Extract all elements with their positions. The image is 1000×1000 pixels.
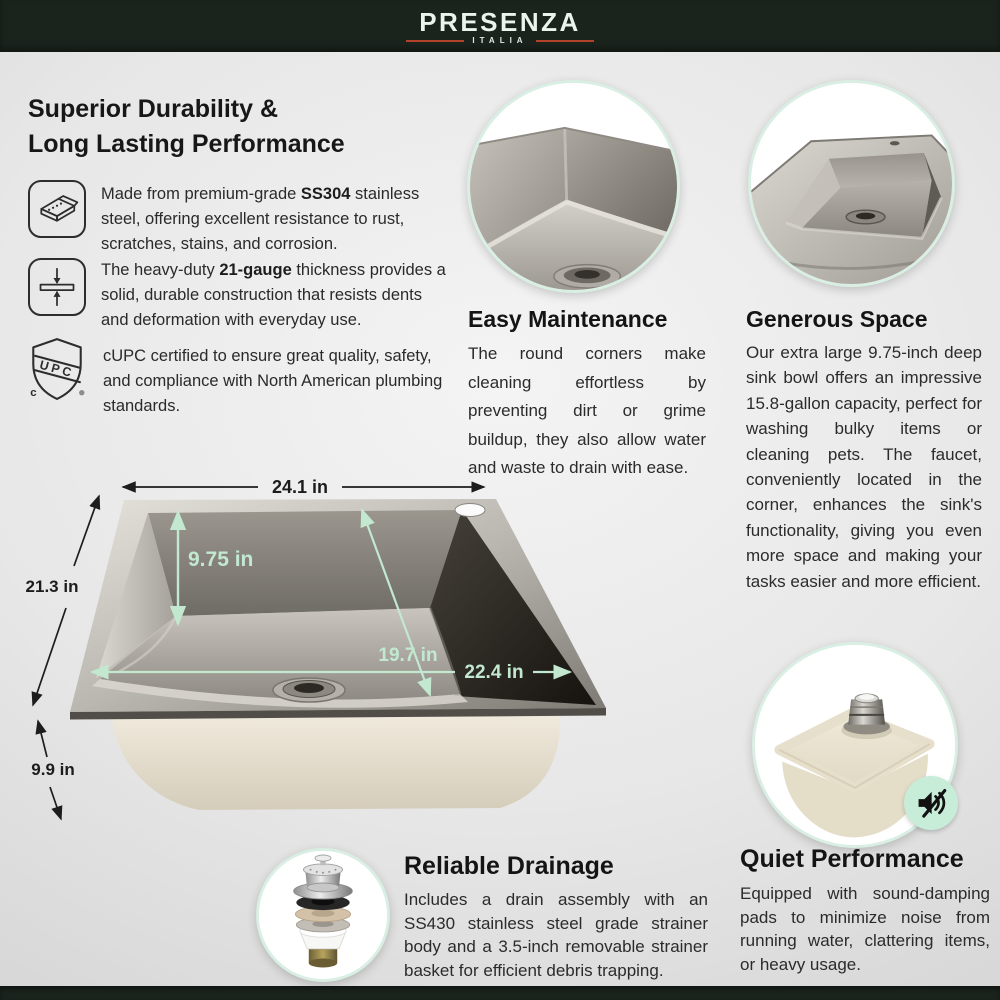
sink-bowl-photo xyxy=(748,80,955,287)
brand-name: PRESENZA xyxy=(419,7,581,37)
cupc-prefix: c xyxy=(30,386,37,399)
durability-title-line1: Superior Durability & xyxy=(28,95,279,123)
easy-maintenance-title: Easy Maintenance xyxy=(468,306,668,332)
reliable-drainage-body: Includes a drain assembly with an SS430 stainless steel grade strainer body and a 3.5-inch removable strainer basket for efficient debris trapping. xyxy=(404,890,708,980)
dim-outer-depth-label: 21.3 in xyxy=(25,577,79,596)
sink-dimension-diagram xyxy=(0,458,650,838)
registered-mark-dot xyxy=(79,390,84,395)
muted-speaker-icon xyxy=(904,776,958,830)
cupc-shield-icon xyxy=(26,336,88,402)
steel-sheet-icon xyxy=(28,180,86,238)
feature-cupc-text xyxy=(103,344,448,419)
feature-gauge-rest: thickness provides a solid, durable construction that resists dents and deformation with everyday use. xyxy=(101,261,446,329)
sink-corner-photo xyxy=(467,80,680,293)
brand-subline xyxy=(406,36,593,45)
easy-maintenance-body: The round corners make cleaning effortless by preventing dirt or grime buildup, they also allow water and waste to drain with ease. xyxy=(468,344,706,477)
gauge-thickness-icon xyxy=(28,258,86,316)
brand-logo xyxy=(406,9,593,45)
feature-material-lead: Made from premium-grade xyxy=(101,185,301,203)
feature-material-rest: stainless steel, offering excellent resistance to rust, scratches, stains, and corrosion. xyxy=(101,185,420,253)
dim-apron-height-label: 9.9 in xyxy=(31,760,75,779)
feature-cupc-lead: cUPC certified to ensure great quality, safety, and compliance with North American plumbing standards. xyxy=(103,347,443,415)
feature-gauge-lead: The heavy-duty xyxy=(101,261,220,279)
reliable-drainage-title: Reliable Drainage xyxy=(404,852,614,880)
footer-bar xyxy=(0,986,1000,1000)
feature-material-bold: SS304 xyxy=(300,185,351,203)
generous-space-title: Generous Space xyxy=(746,306,928,332)
cupc-band-label: UPC xyxy=(38,357,76,381)
dim-bowl-width-label: 22.4 in xyxy=(464,662,524,683)
dim-top-width-label: 24.1 in xyxy=(271,477,329,497)
brand-rule-left xyxy=(406,40,464,42)
feature-material-text xyxy=(101,182,446,257)
feature-gauge xyxy=(28,258,446,333)
feature-material xyxy=(28,180,446,257)
drain-assembly-photo xyxy=(256,848,390,982)
feature-gauge-bold: 21-gauge xyxy=(219,261,292,279)
dim-bowl-depth-label: 9.75 in xyxy=(188,548,254,571)
quiet-performance-title: Quiet Performance xyxy=(740,845,964,873)
durability-title xyxy=(28,92,345,162)
drain-hole xyxy=(273,678,345,702)
faucet-hole xyxy=(455,504,485,517)
header-bar xyxy=(0,0,1000,52)
sink-photo xyxy=(70,499,606,810)
brand-country: ITALIA xyxy=(472,36,528,45)
dim-bowl-ftb-label: 19.7 in xyxy=(378,645,438,666)
brand-rule-right xyxy=(536,40,594,42)
generous-space-body: Our extra large 9.75-inch deep sink bowl offers an impressive 15.8-gallon capacity, perfect for washing bulky items or cleaning pets. The faucet, conveniently located in the corner, enhances the sink's functionality, giving you even more space and making your tasks easier and more efficient. xyxy=(746,343,982,591)
feature-gauge-text xyxy=(101,258,446,333)
feature-cupc xyxy=(26,336,448,419)
quiet-performance-body: Equipped with sound-damping pads to minimize noise from running water, clattering items, or heavy usage. xyxy=(740,884,990,974)
durability-title-line2: Long Lasting Performance xyxy=(28,130,345,158)
